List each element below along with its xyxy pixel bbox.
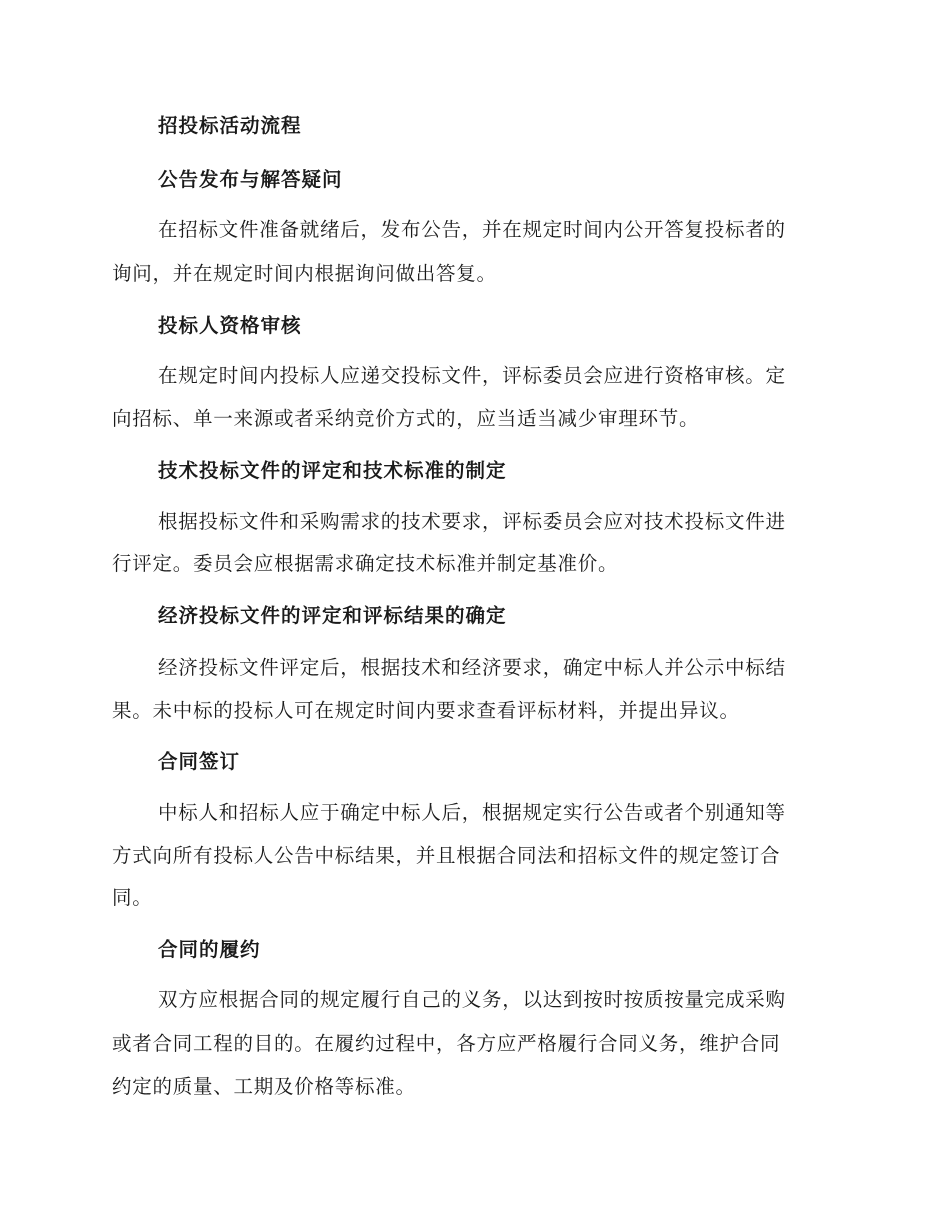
paragraph-line: 经济投标文件评定后，根据技术和经济要求，确定中标人并公示中标结	[158, 656, 786, 679]
paragraph-line: 向招标、单一来源或者采纳竞价方式的，应当适当减少审理环节。	[112, 407, 700, 430]
paragraph-line: 中标人和招标人应于确定中标人后，根据规定实行公告或者个别通知等	[158, 801, 786, 824]
paragraph-line: 果。未中标的投标人可在规定时间内要求查看评标材料，并提出异议。	[112, 699, 740, 722]
paragraph-line: 根据投标文件和采购需求的技术要求，评标委员会应对技术投标文件进	[158, 510, 786, 533]
paragraph-line: 双方应根据合同的规定履行自己的义务，以达到按时按质按量完成采购	[158, 988, 786, 1011]
section-heading: 合同的履约	[158, 938, 261, 961]
section-heading: 投标人资格审核	[158, 314, 302, 337]
paragraph-line: 在规定时间内投标人应递交投标文件，评标委员会应进行资格审核。定	[158, 364, 786, 387]
paragraph-line: 同。	[112, 886, 153, 909]
paragraph-line: 约定的质量、工期及价格等标准。	[112, 1075, 416, 1098]
document-title: 招投标活动流程	[158, 114, 302, 137]
section-heading: 公告发布与解答疑问	[158, 168, 343, 191]
paragraph-line: 在招标文件准备就绪后，发布公告，并在规定时间内公开答复投标者的	[158, 218, 786, 241]
paragraph-line: 方式向所有投标人公告中标结果，并且根据合同法和招标文件的规定签订合	[112, 844, 781, 867]
section-heading: 经济投标文件的评定和评标结果的确定	[158, 604, 507, 627]
paragraph-line: 或者合同工程的目的。在履约过程中，各方应严格履行合同义务，维护合同	[112, 1032, 781, 1055]
section-heading: 技术投标文件的评定和技术标准的制定	[158, 459, 507, 482]
paragraph-line: 询问，并在规定时间内根据询问做出答复。	[112, 262, 497, 285]
paragraph-line: 行评定。委员会应根据需求确定技术标准并制定基准价。	[112, 552, 619, 575]
section-heading: 合同签订	[158, 750, 241, 773]
